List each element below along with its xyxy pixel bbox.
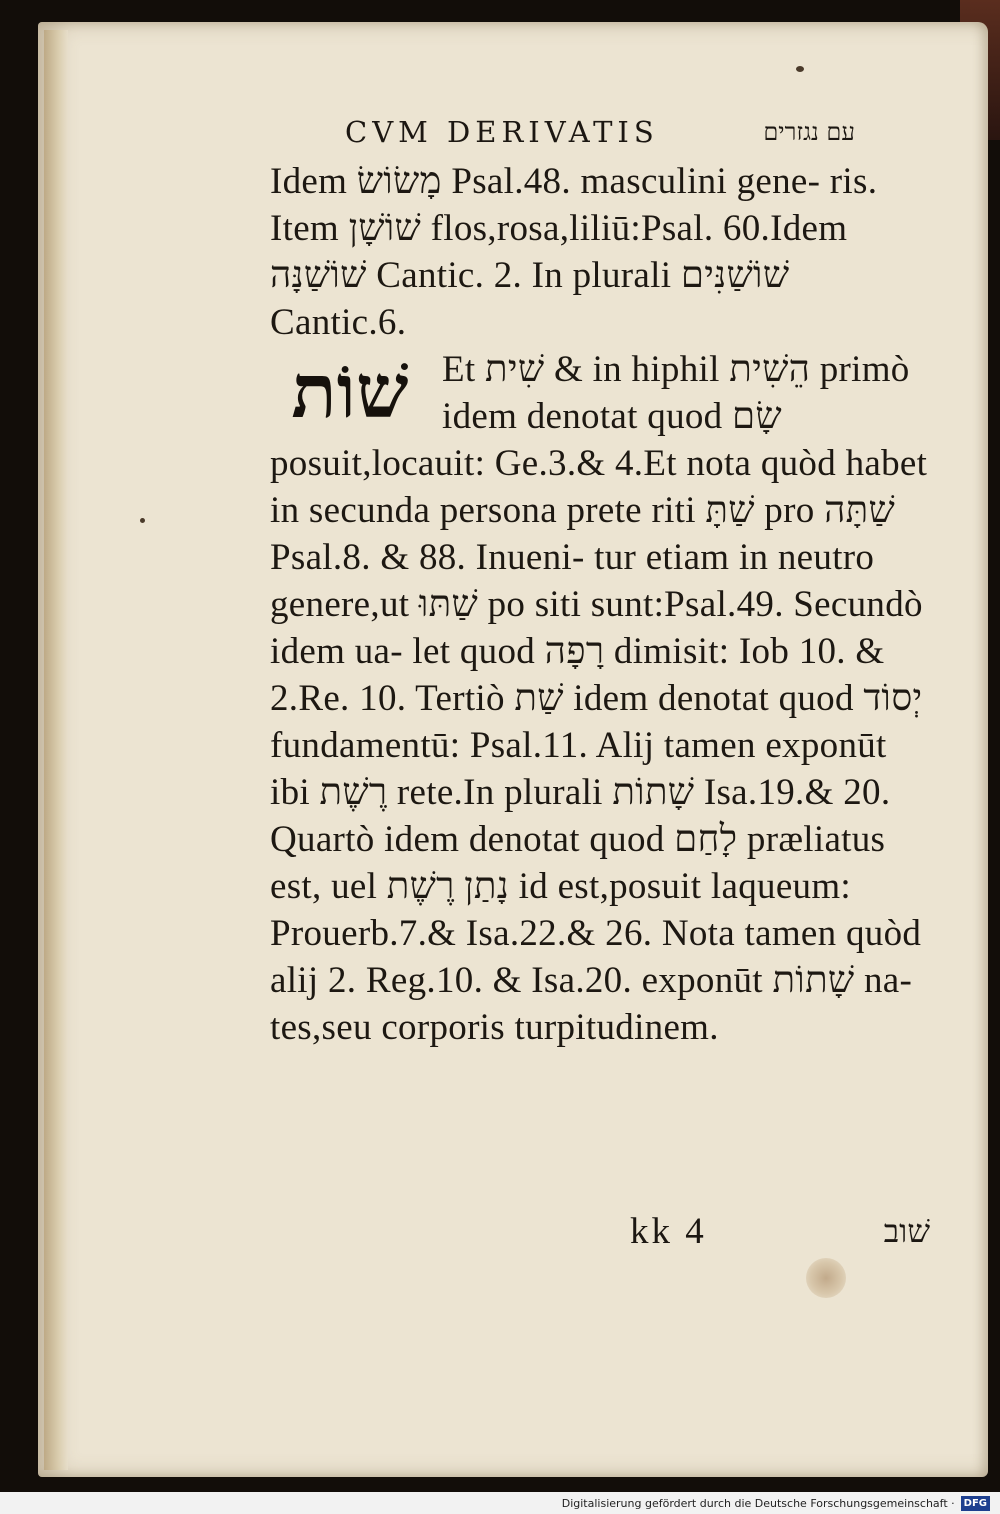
ink-speck bbox=[140, 518, 145, 523]
headword-initial: שׁוֹת bbox=[291, 349, 409, 435]
entry-paragraph bbox=[270, 346, 930, 1051]
running-head-hebrew: עם נגזרים bbox=[763, 117, 855, 146]
credit-text: Digitalisierung gefördert durch die Deutsche Forschungsgemeinschaft · bbox=[561, 1496, 955, 1510]
paper-stain bbox=[806, 1258, 846, 1298]
ink-speck bbox=[796, 66, 804, 72]
entry-body: Et שִׁית & in hiphil הֵשִׁית primò idem denotat quod שָׂם posuit,locauit: Ge.3.& 4.Et nota quòd habet in secunda persona prete riti שַׁתָּ pro שַׁתָּה Psal.8. & 88. Inueni- tur etiam in neutro genere,ut שַׁתּוּ po siti sunt:Psal.49. Secundò idem ua- let quod רָפָה dimisit: Iob 10. & 2.Re. 10. Tertiò שַׁת idem denotat quod יְסוֹד fundamentū: Psal.11. Alij tamen exponūt ibi רֶשֶׁת rete.In plurali שָׁתוֹת Isa.19.& 20. Quartò idem denotat quod לָחַם præliatus est, uel נָתַן רֶשֶׁת id est,posuit laqueum: Prouerb.7.& Isa.22.& 26. Nota tamen quòd alij 2. Reg.10. & Isa.20. exponūt שָׁתוֹת na- tes,seu corporis turpitudinem. bbox=[270, 349, 928, 1048]
page-footer bbox=[630, 1208, 930, 1254]
page-gutter bbox=[44, 30, 68, 1470]
main-text-block bbox=[270, 158, 930, 1051]
intro-paragraph: Idem מָשׂוֹשׂ Psal.48. masculini gene- ris. Item שׁוֹשָׁן flos,rosa,liliū:Psal. 60.Idem שׁוֹשַׁנָּה Cantic. 2. In plurali שׁוֹשַׁנִּים Cantic.6. bbox=[270, 161, 878, 343]
dfg-logo[interactable]: DFG bbox=[961, 1496, 990, 1511]
running-head-latin: CVM DERIVATIS bbox=[345, 115, 659, 149]
catchword: שׁוב bbox=[883, 1212, 930, 1249]
credit-bar bbox=[0, 1492, 1000, 1514]
signature-mark: kk 4 bbox=[630, 1210, 707, 1252]
running-head bbox=[345, 112, 855, 152]
